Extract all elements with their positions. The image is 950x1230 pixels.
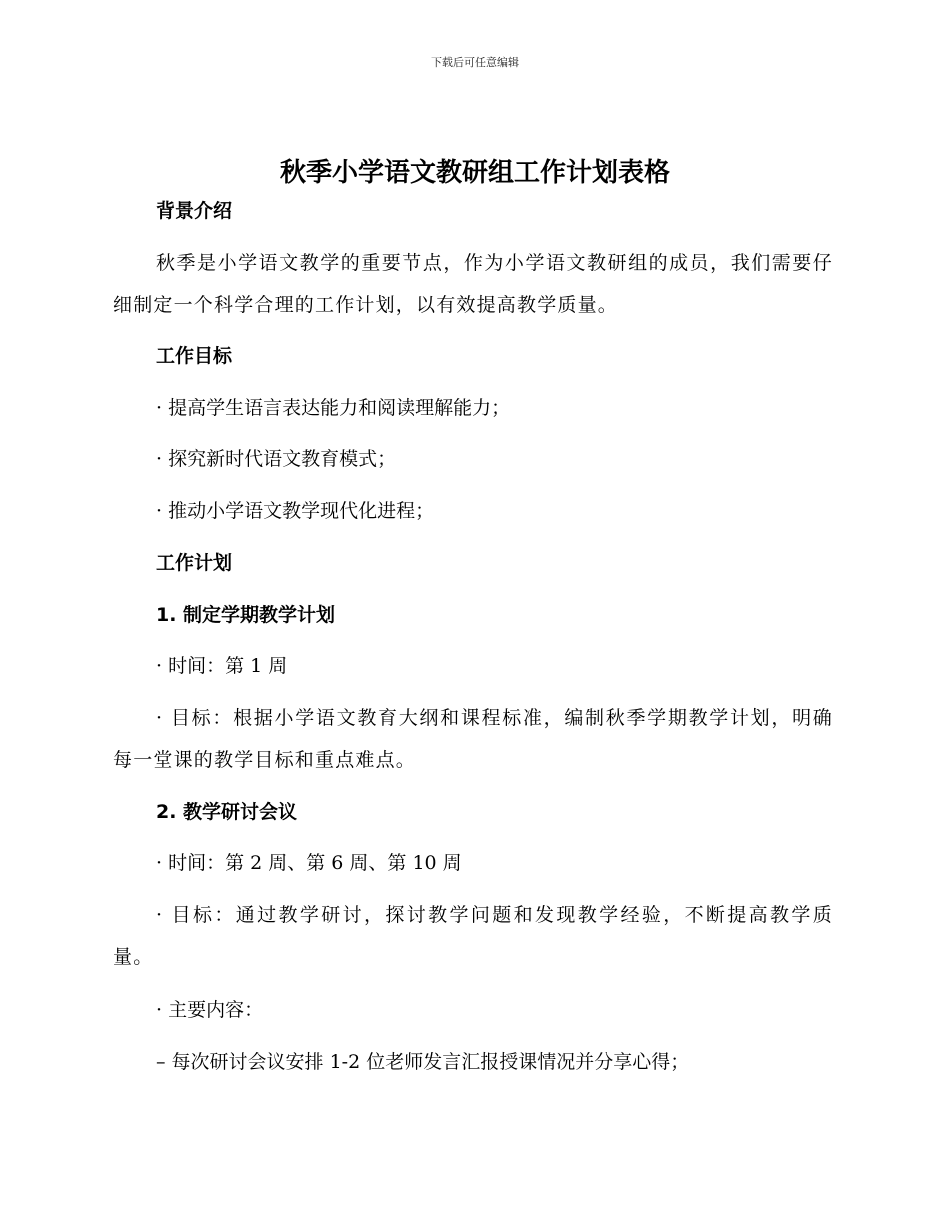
background-heading: 背景介绍 bbox=[156, 200, 233, 222]
plan-section1-goal: · 目标：根据小学语文教育大纲和课程标准，编制秋季学期教学计划，明确每一堂课的教学目标和重点难点。 bbox=[113, 707, 833, 771]
plan-section2-time: · 时间：第 2 周、第 6 周、第 10 周 bbox=[156, 852, 462, 874]
plan-section1-time: · 时间：第 1 周 bbox=[156, 655, 288, 677]
document-title: 秋季小学语文教研组工作计划表格 bbox=[279, 158, 670, 188]
goal-item-1: · 提高学生语言表达能力和阅读理解能力； bbox=[156, 397, 511, 419]
plan-section2-title: 2. 教学研讨会议 bbox=[156, 801, 298, 823]
goal-item-2: · 探究新时代语文教育模式； bbox=[156, 448, 397, 470]
background-paragraph: 秋季是小学语文教学的重要节点，作为小学语文教研组的成员，我们需要仔细制定一个科学合理的工作计划，以有效提高教学质量。 bbox=[113, 252, 833, 316]
plan-section1-title: 1. 制定学期教学计划 bbox=[156, 604, 336, 626]
plan-section2-goal: · 目标：通过教学研讨，探讨教学问题和发现教学经验，不断提高教学质量。 bbox=[113, 904, 833, 968]
page-header-note: 下载后可任意编辑 bbox=[431, 56, 519, 69]
plan-section2-content-label: · 主要内容： bbox=[156, 999, 264, 1021]
goals-heading: 工作目标 bbox=[156, 345, 233, 367]
plan-heading: 工作计划 bbox=[156, 552, 233, 574]
plan-section2-content-item: – 每次研讨会议安排 1-2 位老师发言汇报授课情况并分享心得； bbox=[156, 1051, 690, 1073]
goal-item-3: · 推动小学语文教学现代化进程； bbox=[156, 500, 435, 522]
